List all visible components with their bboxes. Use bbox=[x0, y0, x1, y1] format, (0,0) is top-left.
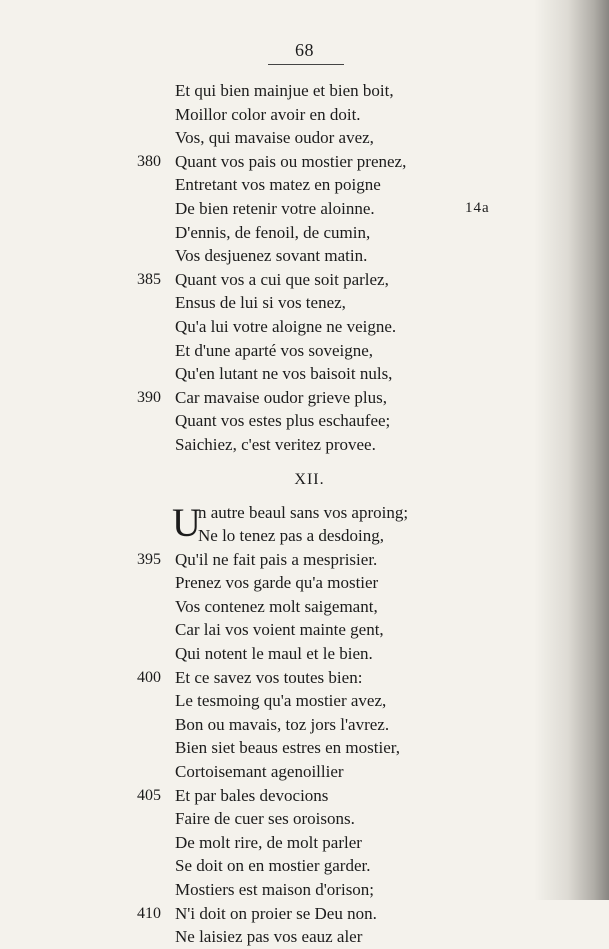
verse-line bbox=[0, 571, 609, 595]
verse-line bbox=[0, 760, 609, 784]
verse-text: Bon ou mavais, toz jors l'avrez. bbox=[175, 714, 390, 734]
verse-text: Moillor color avoir en doit. bbox=[175, 104, 361, 124]
verse-line bbox=[0, 595, 609, 619]
verse-line bbox=[0, 79, 609, 103]
verse-line bbox=[0, 666, 609, 690]
verse-lines-after bbox=[0, 524, 609, 949]
verse-text: D'ennis, de fenoil, de cumin, bbox=[175, 222, 371, 242]
verse-line bbox=[0, 126, 609, 150]
verse-text: Entretant vos matez en poigne bbox=[175, 175, 381, 195]
verse-text: Car lai vos voient mainte gent, bbox=[175, 620, 384, 640]
verse-line bbox=[0, 689, 609, 713]
line-number: 400 bbox=[137, 668, 161, 686]
verse-line bbox=[0, 291, 609, 315]
page-number: 68 bbox=[295, 40, 314, 60]
verse-text: Car mavaise oudor grieve plus, bbox=[175, 387, 387, 407]
verse-line bbox=[0, 197, 609, 221]
verse-text: Et par bales devocions bbox=[175, 785, 329, 805]
verse-line bbox=[0, 433, 609, 457]
verse-text: Mostiers est maison d'orison; bbox=[175, 880, 375, 899]
verse-line bbox=[0, 221, 609, 245]
verse-line bbox=[0, 831, 609, 855]
line-number: 385 bbox=[137, 270, 161, 288]
line-number: 405 bbox=[137, 786, 161, 804]
verse-line bbox=[0, 878, 609, 902]
verse-text: Et ce savez vos toutes bien: bbox=[175, 667, 363, 687]
verse-text: De molt rire, de molt parler bbox=[175, 832, 362, 852]
verse-text: Quant vos a cui que soit parlez, bbox=[175, 269, 389, 289]
verse-line bbox=[0, 642, 609, 666]
line-number: 410 bbox=[137, 904, 161, 922]
verse-text: Vos desjuenez sovant matin. bbox=[175, 246, 368, 266]
verse-text: Vos contenez molt saigemant, bbox=[175, 596, 378, 616]
verse-text: Vos, qui mavaise oudor avez, bbox=[175, 128, 374, 148]
verse-text: Et d'une aparté vos soveigne, bbox=[175, 340, 374, 360]
verse-text: Et qui bien mainjue et bien boit, bbox=[175, 81, 394, 100]
verse-line bbox=[0, 618, 609, 642]
verse-line bbox=[0, 784, 609, 808]
verse-line bbox=[0, 854, 609, 878]
verse-line bbox=[0, 925, 609, 949]
verse-text: Faire de cuer ses oroisons. bbox=[175, 809, 355, 829]
verse-text: Se doit on en mostier garder. bbox=[175, 856, 371, 876]
verse-line bbox=[0, 548, 609, 572]
verse-line bbox=[0, 315, 609, 339]
verse-text: N'i doit on proier se Deu non. bbox=[175, 903, 377, 923]
verse-text: Ne lo tenez pas a desdoing, bbox=[198, 526, 384, 546]
verse-text: Cortoisemant agenoillier bbox=[175, 762, 344, 782]
verse-line bbox=[0, 807, 609, 831]
verse-text: Ne laisiez pas vos eauz aler bbox=[175, 927, 363, 947]
margin-folio-note: 14a bbox=[465, 199, 490, 216]
verse-text: Prenez vos garde qu'a mostier bbox=[175, 573, 379, 593]
verse-line bbox=[0, 339, 609, 363]
drop-cap-letter: U bbox=[172, 499, 201, 545]
verse-text: Ensus de lui si vos tenez, bbox=[175, 293, 346, 313]
verse-line bbox=[0, 150, 609, 174]
verse-line bbox=[0, 244, 609, 268]
verse-text: Quant vos estes plus eschaufee; bbox=[175, 411, 391, 431]
verse-line bbox=[0, 386, 609, 410]
verse-text: Qu'en lutant ne vos baisoit nuls, bbox=[175, 364, 393, 384]
verse-text: Saichiez, c'est veritez provee. bbox=[175, 434, 376, 454]
section-heading: XII. bbox=[294, 470, 325, 488]
verse-text: Qu'a lui votre aloigne ne veigne. bbox=[175, 316, 397, 336]
verse-block bbox=[0, 79, 609, 949]
verse-text: Qu'il ne fait pais a mesprisier. bbox=[175, 549, 378, 569]
page-number-rule bbox=[268, 64, 344, 65]
verse-text: Le tesmoing qu'a mostier avez, bbox=[175, 691, 387, 711]
verse-line bbox=[0, 173, 609, 197]
verse-line bbox=[0, 736, 609, 760]
verse-text: n autre beaul sans vos aproing; bbox=[198, 502, 409, 522]
verse-line bbox=[0, 268, 609, 292]
line-number: 395 bbox=[137, 550, 161, 568]
verse-lines-before bbox=[0, 79, 609, 457]
verse-text: Quant vos pais ou mostier prenez, bbox=[175, 151, 407, 171]
verse-line bbox=[0, 103, 609, 127]
verse-text: Qui notent le maul et le bien. bbox=[175, 644, 373, 664]
verse-line bbox=[0, 409, 609, 433]
verse-line bbox=[0, 902, 609, 926]
line-number: 390 bbox=[137, 388, 161, 406]
verse-text: De bien retenir votre aloinne. bbox=[175, 198, 375, 218]
verse-text: Bien siet beaus estres en mostier, bbox=[175, 738, 400, 758]
line-number: 380 bbox=[137, 152, 161, 170]
verse-line bbox=[0, 362, 609, 386]
verse-line bbox=[0, 524, 609, 548]
verse-line bbox=[0, 713, 609, 737]
